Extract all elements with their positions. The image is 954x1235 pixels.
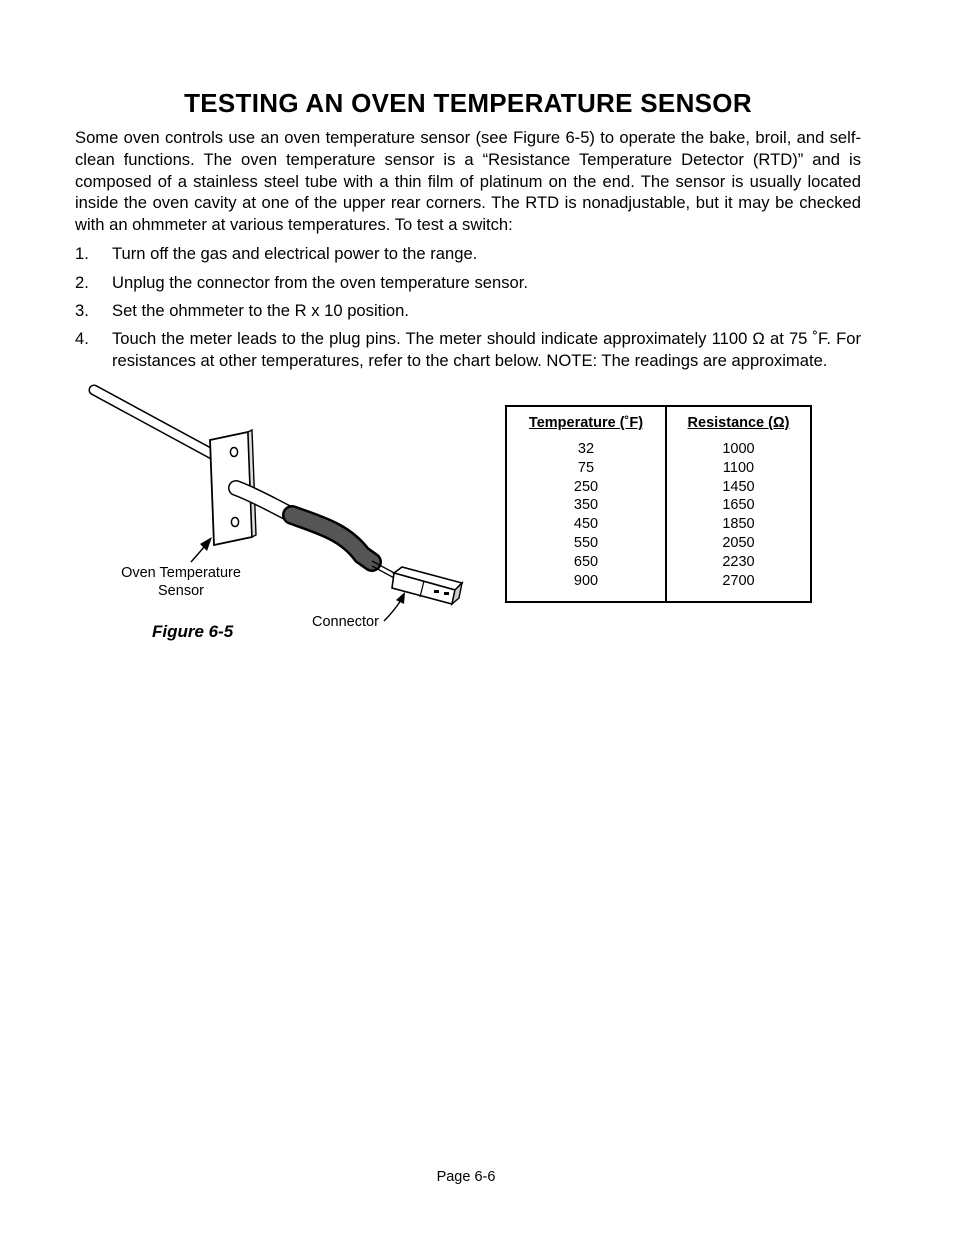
table-cell: 1000: [722, 441, 755, 457]
step-number: 3.: [75, 301, 89, 320]
page-title: TESTING AN OVEN TEMPERATURE SENSOR: [184, 88, 752, 118]
temperature-column: [507, 414, 665, 590]
table-cell: 2230: [722, 553, 755, 570]
table-cell: 1850: [722, 516, 755, 533]
step-text: Unplug the connector from the oven temperature sensor.: [112, 273, 529, 292]
sensor-arrow: [191, 537, 212, 562]
resistance-column: [667, 414, 810, 590]
figure-caption: Figure 6-5: [152, 622, 234, 641]
table-cell: 32: [577, 441, 595, 457]
connector-label: Connector: [312, 614, 379, 630]
table-cell: 1450: [722, 478, 755, 495]
step-text: Set the ohmmeter to the R x 10 position.: [112, 301, 410, 320]
step-number: 1.: [75, 244, 89, 263]
sensor-label-line1: Oven Temperature: [121, 565, 241, 581]
intro-paragraph: Some oven controls use an oven temperature sensor (see Figure 6-5) to operate the bake, broil, and self-clean functions. The oven temperature sensor is a “Resistance Temperature Detector (RTD)” and is composed of a stainless steel tube with a thin film of platinum on the end. The sensor is usually located inside the oven cavity at one of the upper rear corners. The RTD is nonadjustable, but it may be checked with an ohmmeter at various temperatures. To test a switch:: [75, 128, 861, 235]
resistance-header: Resistance (Ω): [687, 415, 790, 431]
table-cell: 1100: [722, 459, 755, 476]
sensor-label-line2: Sensor: [158, 583, 204, 599]
table-cell: 450: [573, 516, 599, 533]
step-number: 4.: [75, 329, 89, 348]
table-cell: 2050: [722, 534, 755, 551]
step-text: Turn off the gas and electrical power to the range.: [112, 244, 478, 263]
connector-arrow: [384, 592, 405, 621]
step-text: Touch the meter leads to the plug pins. The meter should indicate approximately 1100 Ω at 75 ˚F. For resistances at other temperatures, refer to the chart below. NOTE: The readings are approximate.: [112, 329, 861, 370]
table-cell: 1650: [722, 497, 755, 514]
step-number: 2.: [75, 273, 89, 292]
table-cell: 250: [573, 478, 599, 495]
table-cell: 75: [577, 459, 595, 476]
table-cell: 550: [573, 534, 599, 551]
table-cell: 2700: [722, 572, 755, 589]
resistance-table: [505, 405, 812, 603]
table-cell: 350: [573, 497, 599, 514]
table-cell: 900: [573, 572, 599, 589]
page-number: Page 6-6: [436, 1169, 496, 1185]
sensor-label: [116, 564, 246, 600]
table-cell: 650: [573, 553, 599, 570]
temperature-header: Temperature (˚F): [528, 415, 644, 431]
